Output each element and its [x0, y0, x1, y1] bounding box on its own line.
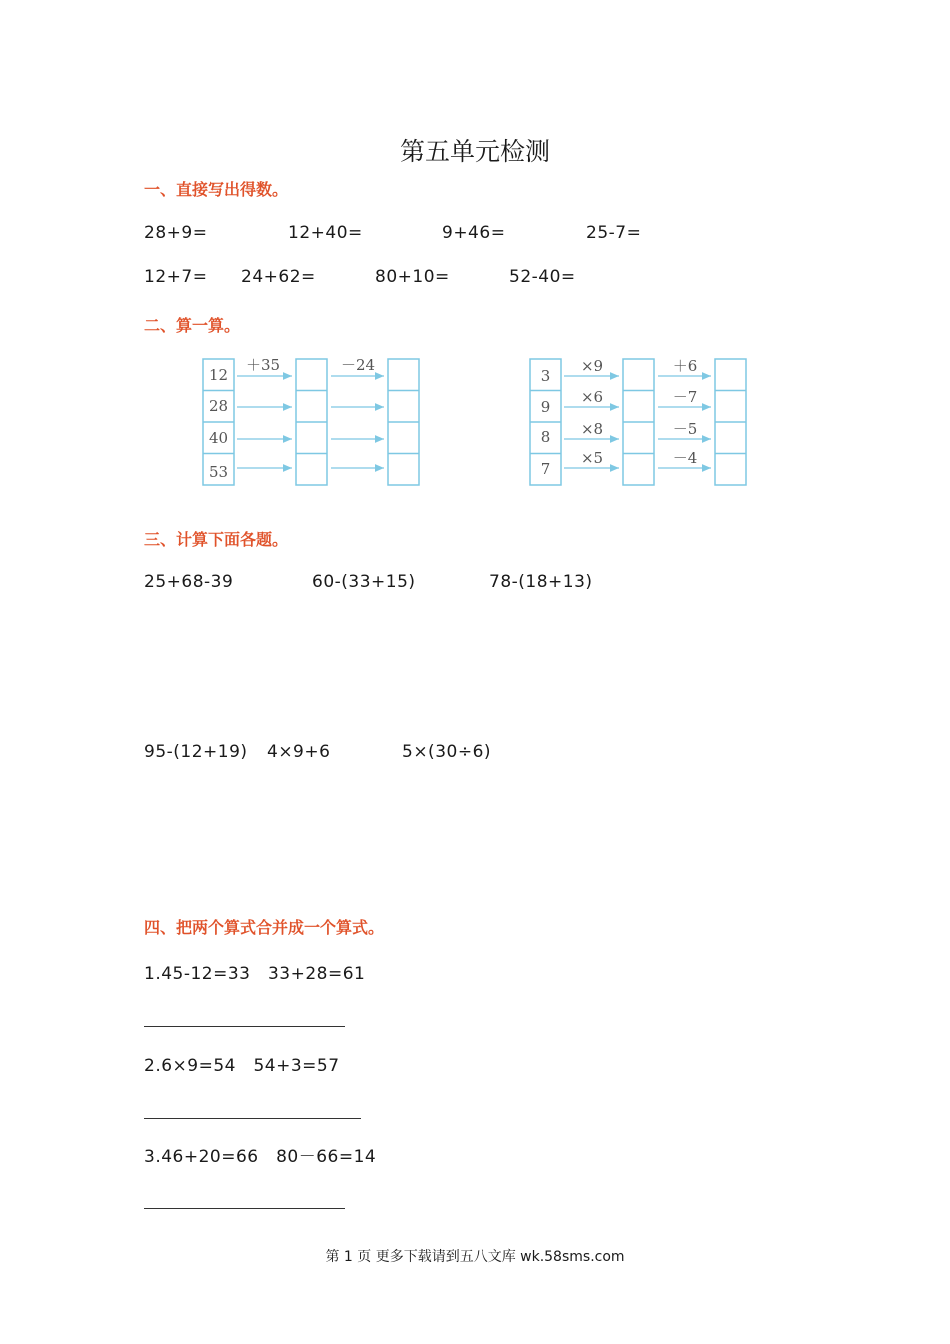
input-number: 12 — [208, 366, 229, 384]
section-2-heading: 二、算一算。 — [144, 316, 241, 335]
problem: 60-(33+15) — [312, 572, 416, 592]
calc-chain-diagrams — [0, 0, 950, 500]
operation-label: ＋6 — [672, 357, 698, 375]
problem: 3.46+20=66 80－66=14 — [144, 1147, 377, 1167]
problem: 25+68-39 — [144, 572, 234, 592]
page-footer: 第 1 页 更多下载请到五八文库 wk.58sms.com — [325, 1249, 625, 1265]
input-number: 40 — [208, 429, 229, 447]
operation-label: ×5 — [580, 449, 604, 467]
problem: 5×(30÷6) — [402, 742, 492, 762]
operation-label: －5 — [672, 420, 698, 438]
page-title: 第五单元检测 — [399, 137, 550, 166]
problem: 12+7= — [144, 267, 208, 287]
problem: 2.6×9=54 54+3=57 — [144, 1056, 340, 1076]
problem: 12+40= — [288, 223, 363, 243]
problem: 25-7= — [586, 223, 642, 243]
problem: 4×9+6 — [267, 742, 331, 762]
problem: 24+62= — [241, 267, 316, 287]
problem: 9+46= — [442, 223, 506, 243]
problem: 95-(12+19) — [144, 742, 248, 762]
operation-label: －4 — [672, 449, 698, 467]
operation-label: ×6 — [580, 388, 604, 406]
answer-line[interactable] — [144, 1026, 345, 1027]
input-number: 7 — [540, 460, 551, 478]
operation-label: ＋35 — [245, 356, 281, 374]
operation-label: ×9 — [580, 357, 604, 375]
problem: 52-40= — [509, 267, 576, 287]
section-3-heading: 三、计算下面各题。 — [144, 530, 289, 549]
answer-line[interactable] — [144, 1118, 361, 1119]
operation-label: －24 — [340, 356, 376, 374]
answer-line[interactable] — [144, 1208, 345, 1209]
input-number: 3 — [540, 367, 551, 385]
problem: 1.45-12=33 33+28=61 — [144, 964, 366, 984]
input-number: 53 — [208, 463, 229, 481]
operation-label: ×8 — [580, 420, 604, 438]
section-4-heading: 四、把两个算式合并成一个算式。 — [144, 918, 385, 937]
input-number: 28 — [208, 397, 229, 415]
input-number: 9 — [540, 398, 551, 416]
input-number: 8 — [540, 428, 551, 446]
operation-label: －7 — [672, 388, 698, 406]
left-chain — [203, 356, 419, 485]
problem: 28+9= — [144, 223, 208, 243]
right-chain — [530, 357, 746, 485]
problem: 80+10= — [375, 267, 450, 287]
section-1-heading: 一、直接写出得数。 — [144, 180, 289, 199]
problem: 78-(18+13) — [489, 572, 593, 592]
